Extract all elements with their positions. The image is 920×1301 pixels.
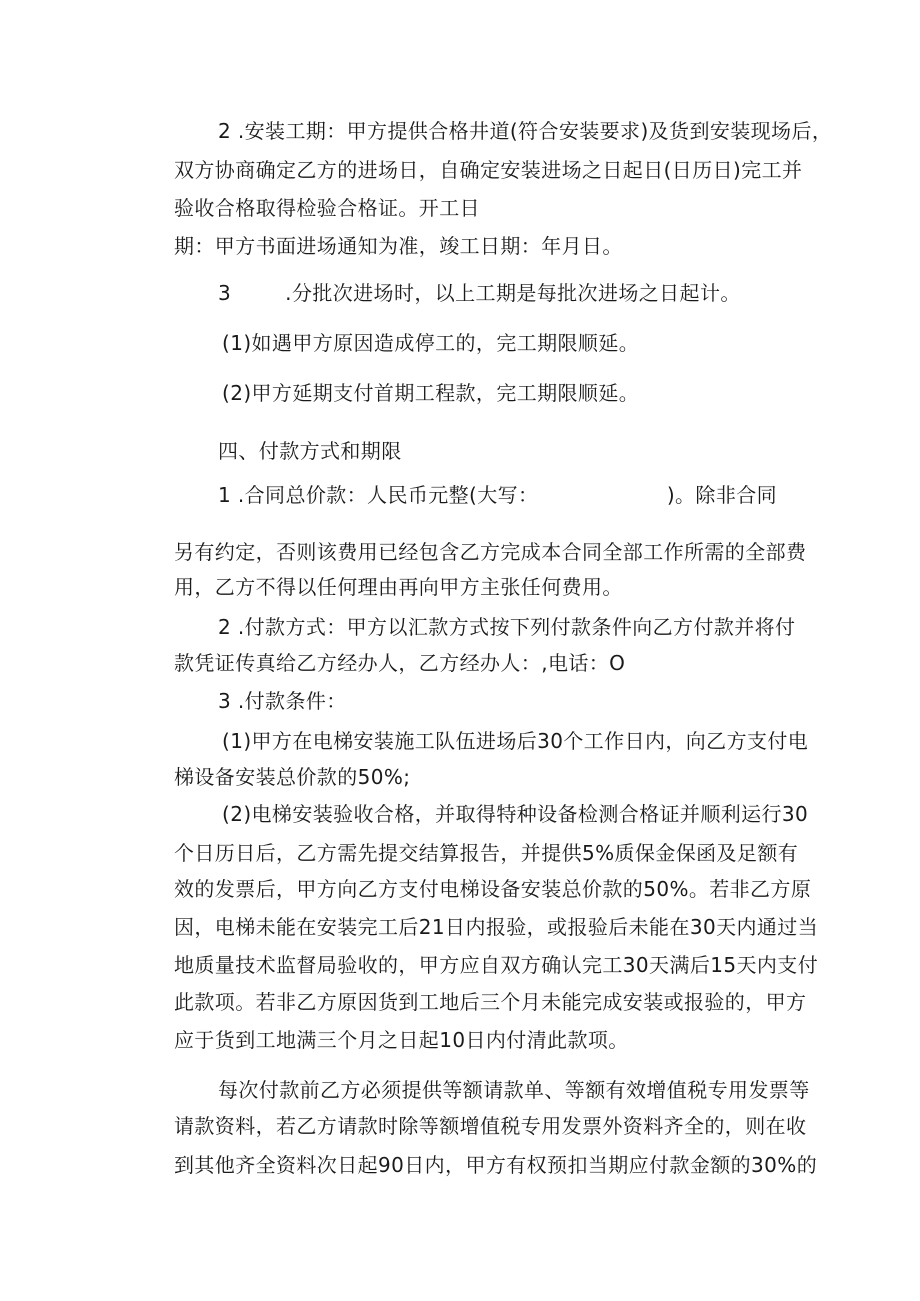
- list-item: (1)甲方在电梯安装施工队伍进场后30个工作日内，向乙方支付电: [222, 729, 809, 753]
- paragraph-line: 请款资料，若乙方请款时除等额增值税专用发票外资料齐全的，则在收: [174, 1114, 807, 1138]
- list-item: (1)如遇甲方原因造成停工的，完工期限顺延。: [222, 331, 640, 355]
- paragraph-line: 此款项。若非乙方原因货到工地后三个月未能完成安装或报验的，甲方: [174, 990, 807, 1014]
- list-item: (2)电梯安装验收合格，并取得特种设备检测合格证并顺利运行30: [222, 802, 809, 826]
- paragraph-line: 验收合格取得检验合格证。开工日: [174, 196, 480, 220]
- paragraph-line: 用，乙方不得以任何理由再向甲方主张任何费用。: [174, 575, 623, 599]
- paragraph-line: 另有约定，否则该费用已经包含乙方完成本合同全部工作所需的全部费: [174, 540, 807, 564]
- paragraph-line: 个日历日后，乙方需先提交结算报告，并提供5%质保金保函及足额有: [174, 841, 799, 865]
- section-heading: 四、付款方式和期限: [218, 439, 402, 463]
- paragraph-line: 效的发票后，甲方向乙方支付电梯设备安装总价款的50%。若非乙方原: [174, 877, 812, 901]
- list-item: 梯设备安装总价款的50%;: [174, 765, 411, 789]
- paragraph-line: 3 .分批次进场时，以上工期是每批次进场之日起计。: [218, 281, 741, 305]
- paragraph-line: 款凭证传真给乙方经办人，乙方经办人：,电话：O: [174, 651, 626, 675]
- paragraph-line: 期：甲方书面进场通知为准，竣工日期：年月日。: [174, 234, 623, 258]
- list-item: (2)甲方延期支付首期工程款，完工期限顺延。: [222, 381, 640, 405]
- paragraph-line: 应于货到工地满三个月之日起10日内付清此款项。: [174, 1028, 629, 1052]
- paragraph-line: 到其他齐全资料次日起90日内，甲方有权预扣当期应付款金额的30%的: [174, 1153, 818, 1177]
- paragraph-line: 1 .合同总价款：人民币元整(大写： )。除非合同: [218, 483, 778, 507]
- paragraph-line: 双方协商确定乙方的进场日，自确定安装进场之日起日(日历日)完工并: [174, 158, 803, 182]
- paragraph-line: 每次付款前乙方必须提供等额请款单、等额有效增值税专用发票等: [218, 1078, 810, 1102]
- paragraph-line: 3 .付款条件：: [218, 689, 347, 713]
- paragraph-line: 2 .安装工期：甲方提供合格井道(符合安装要求)及货到安装现场后，: [218, 119, 833, 143]
- paragraph-line: 2 .付款方式：甲方以汇款方式按下列付款条件向乙方付款并将付: [218, 615, 796, 639]
- paragraph-line: 因，电梯未能在安装完工后21日内报验，或报验后未能在30天内通过当: [174, 915, 819, 939]
- paragraph-line: 地质量技术监督局验收的，甲方应自双方确认完工30天满后15天内支付: [174, 953, 819, 977]
